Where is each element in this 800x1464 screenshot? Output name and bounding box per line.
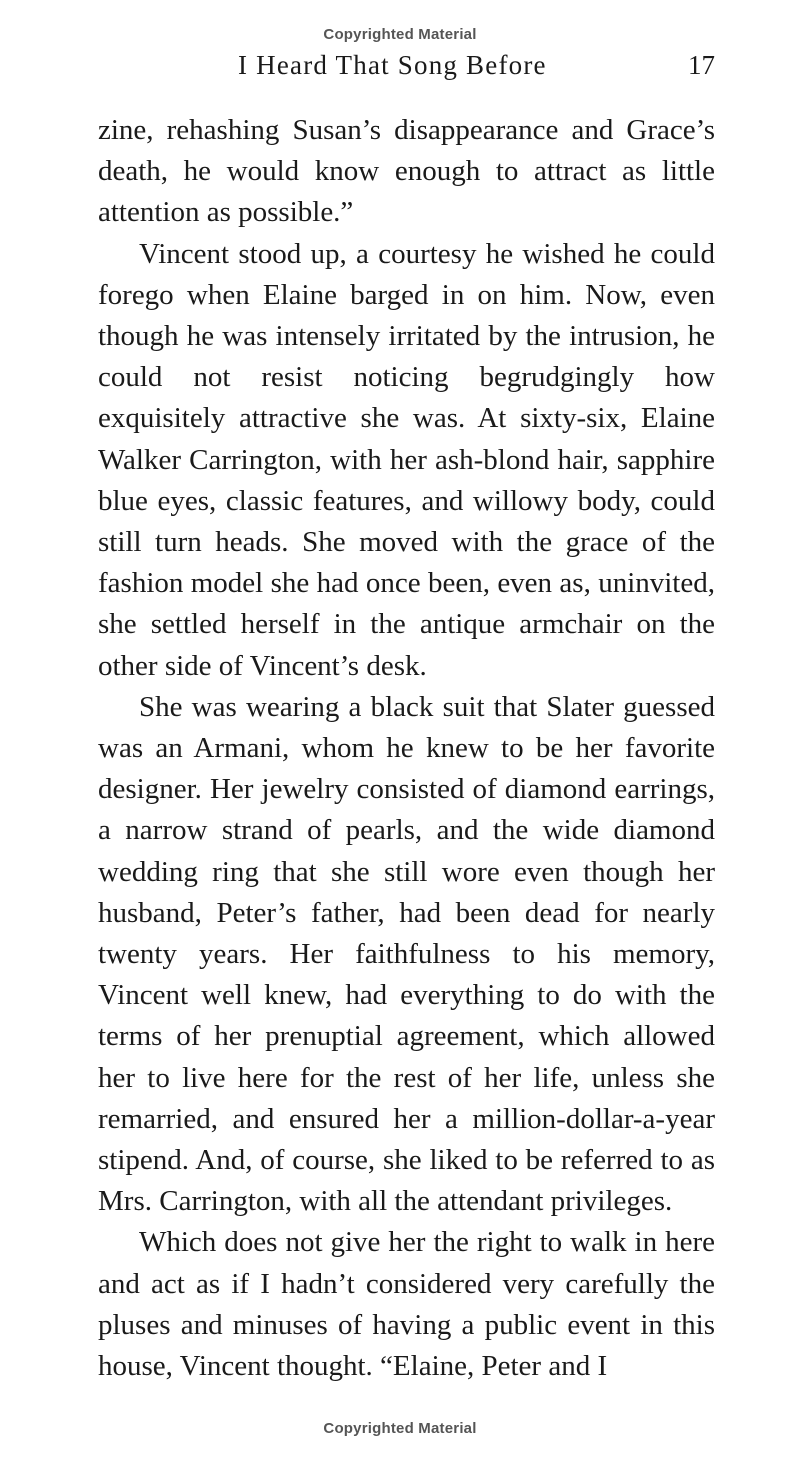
paragraph: She was wearing a black suit that Slater guessed was an Armani, whom he knew to be her favorite designer. Her jewelry consisted of diamond earrings, a narrow strand of pearls, and the wide diamond wedding ring that she still wore even though her husband, Peter’s father, had been dead for nearly twenty years. Her faithfulness to his memory, Vincent well knew, had everything to do with the terms of her prenuptial agreement, which allowed her to live here for the rest of her life, unless she remarried, and ensured her a million-dollar-a-year stipend. And, of course, she liked to be referred to as Mrs. Carrington, with all the attendant privileges.	[98, 690, 715, 1218]
copyright-watermark-top: Copyrighted Material	[323, 26, 477, 43]
body-text	[98, 110, 715, 1387]
copyright-watermark-bottom: Copyrighted Material	[323, 1420, 477, 1437]
paragraph-continued: zine, rehashing Susan’s disappearance and Grace’s death, he would know enough to attract as little attention as possible.”	[98, 114, 715, 229]
book-title: I Heard That Song Before	[238, 50, 547, 80]
page-number: 17	[688, 50, 715, 80]
running-head	[98, 50, 715, 86]
paragraph: Vincent stood up, a courtesy he wished he could forego when Elaine barged in on him. Now, even though he was intensely irritated by the intrusion, he could not resist noticing begrudgingly how exquisitely attractive she was. At sixty-six, Elaine Walker Carrington, with her ash-blond hair, sapphire blue eyes, classic features, and willowy body, could still turn heads. She moved with the grace of the fashion model she had once been, even as, uninvited, she settled herself in the antique armchair on the other side of Vincent’s desk.	[98, 237, 715, 682]
paragraph: Which does not give her the right to walk in here and act as if I hadn’t considered very carefully the pluses and minuses of having a public event in this house, Vincent thought. “Elaine, Peter and I	[98, 1226, 715, 1383]
